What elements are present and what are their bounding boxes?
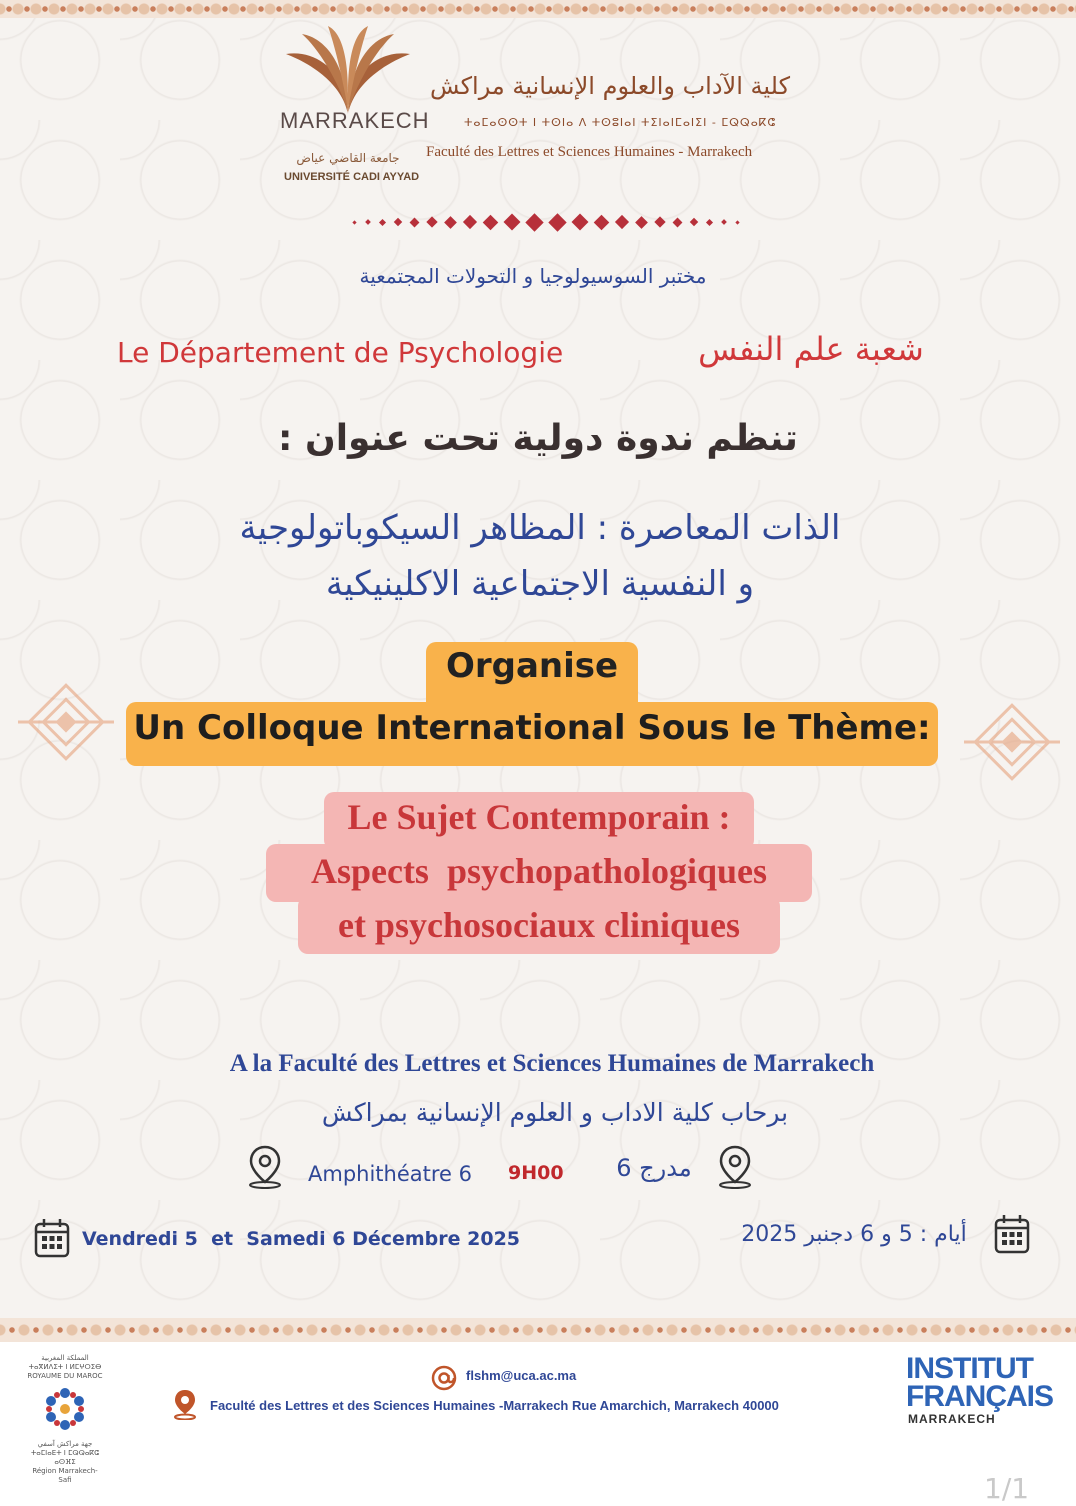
lab-name-ar: مختبر السوسيولوجيا و التحولات المجتمعية <box>359 264 707 288</box>
time-label: 9H00 <box>508 1162 564 1184</box>
university-name-ar: جامعة القاضي عياض <box>296 151 400 165</box>
faculty-name-tifinagh: ⵜⴰⵎⴰⵙⵙⵜ ⵏ ⵜⵙⵏⴰ ⴷ ⵜⵙⵓⵏⴰⵏ ⵜⵉⵏⴰⵏⵎⴰⵏⵉⵏ - ⵎⵕⵕⴰⴽⵛ <box>463 116 777 129</box>
region-logo-icon <box>40 1384 90 1434</box>
university-logo-word: MARRAKECH <box>280 108 430 133</box>
address-pin-icon <box>172 1388 198 1420</box>
title-ar-line2: و النفسية الاجتماعية الاكلينيكية <box>325 564 755 604</box>
calendar-icon <box>34 1218 70 1258</box>
kingdom-text: المملكة المغربية ⵜⴰⴳⵍⴷⵉⵜ ⵏ ⵍⵎⵖⵔⵉⴱ ROYAUME DU MAROC <box>27 1354 103 1380</box>
institut-city: MARRAKECH <box>908 1412 996 1426</box>
university-name-fr: UNIVERSITÉ CADI AYYAD <box>284 171 420 183</box>
colloque-label: Un Colloque International Sous le Thème: <box>133 708 931 748</box>
right-ornament-icon <box>962 700 1062 784</box>
room-ar: مدرج 6 <box>616 1154 692 1182</box>
organise-label: Organise <box>445 646 619 686</box>
email-at-icon <box>430 1364 458 1392</box>
title-ar <box>150 500 930 612</box>
department-fr: Le Département de Psychologie <box>117 336 564 369</box>
faculty-name-ar: كلية الآداب والعلوم الإنسانية مراكش <box>430 72 790 100</box>
venue-ar: برحاب كلية الاداب و العلوم الإنسانية بمراكش <box>321 1098 789 1127</box>
bottom-ornament-band <box>0 1318 1076 1342</box>
room-fr: Amphithéatre 6 <box>308 1162 472 1186</box>
address-text: Faculté des Lettres et des Sciences Humaines -Marrakech Rue Amarchich, Marrakech 40000 <box>210 1398 779 1413</box>
university-logo-icon <box>282 24 414 116</box>
venue-fr: A la Faculté des Lettres et Sciences Humaines de Marrakech <box>229 1050 875 1077</box>
top-ornament-band <box>0 0 1076 18</box>
organizes-ar: تنظم ندوة دولية تحت عنوان : <box>278 418 798 459</box>
left-ornament-icon <box>16 680 116 764</box>
theme-fr-line3: et psychosociaux cliniques <box>337 905 741 945</box>
department-ar: شعبة علم النفس <box>698 330 924 368</box>
email-text[interactable]: flshm@uca.ac.ma <box>466 1368 577 1383</box>
faculty-name-fr: Faculté des Lettres et Sciences Humaines - Marrakech <box>426 144 753 160</box>
location-pin-icon-ar <box>716 1144 754 1190</box>
theme-fr-line1: Le Sujet Contemporain : <box>347 797 731 837</box>
diamond-divider <box>316 212 776 232</box>
region-name-text: جهة مراكش آسفي ⵜⴰⵎⵏⴰⴹⵜ ⵏ ⵎⵕⵕⴰⴽⵛ ⴰⵙⴼⵉ Région Marrakech-Safi <box>30 1440 100 1484</box>
institut-line1: INSTITUT <box>906 1352 1033 1385</box>
page-indicator: 1/1 <box>984 1472 1030 1505</box>
title-ar-line1: الذات المعاصرة : المظاهر السيكوباتولوجية <box>239 508 841 548</box>
location-pin-icon <box>246 1144 284 1190</box>
dates-fr: Vendredi 5 et Samedi 6 Décembre 2025 <box>82 1228 521 1250</box>
calendar-icon-ar <box>994 1214 1030 1254</box>
institut-line2: FRANÇAIS <box>906 1380 1053 1413</box>
theme-fr-line2: Aspects psychopathologiques <box>310 851 768 891</box>
dates-ar: أيام : 5 و 6 دجنبر 2025 <box>741 1222 967 1247</box>
